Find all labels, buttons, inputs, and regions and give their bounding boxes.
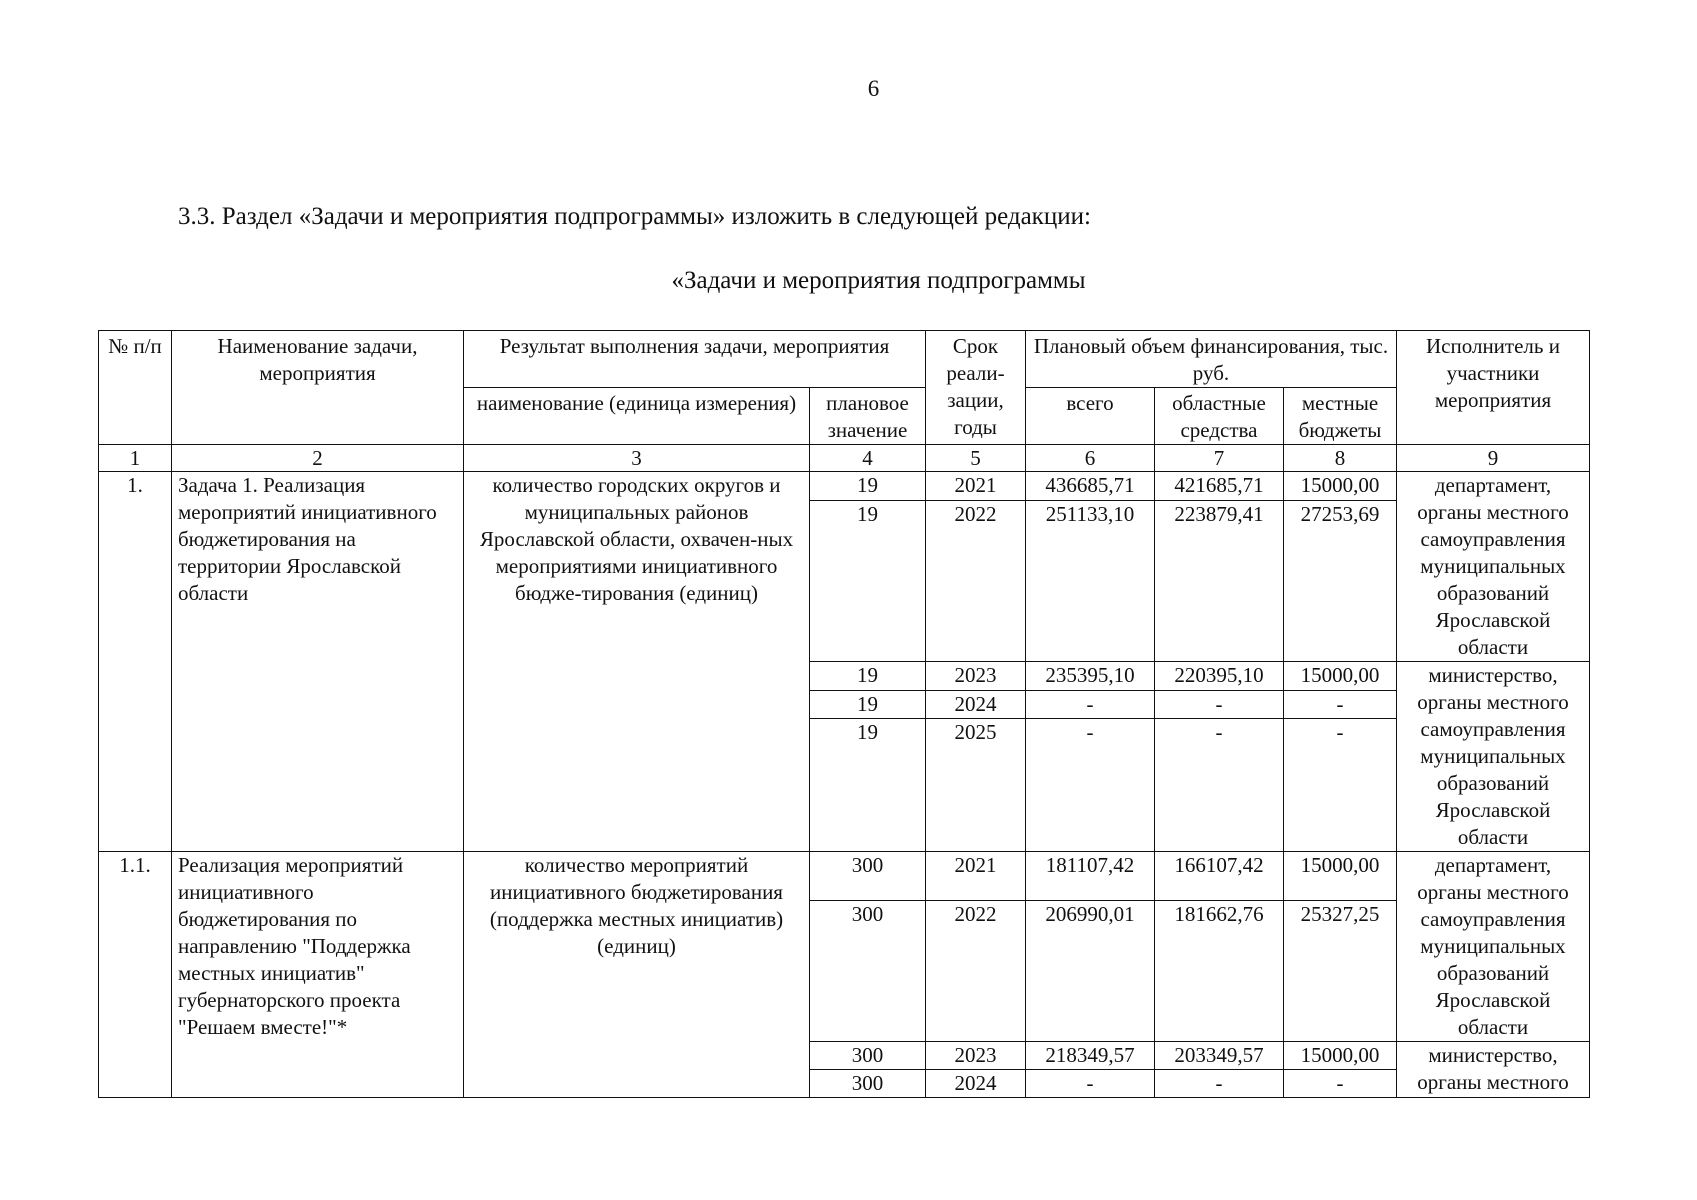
row-year: 2023 — [926, 662, 1026, 691]
row-result-name: количество мероприятий инициативного бюджетирования (поддержка местных инициатив) (единиц) — [464, 852, 810, 1098]
row-local: 25327,25 — [1284, 901, 1397, 1042]
row-planned-value: 19 — [810, 719, 926, 852]
header-local: местные бюджеты — [1284, 388, 1397, 445]
row-name: Задача 1. Реализация мероприятий инициативного бюджетирования на территории Ярославской области — [172, 472, 464, 852]
header-term: Срок реали-зации, годы — [926, 331, 1026, 445]
row-regional: 181662,76 — [1155, 901, 1284, 1042]
row-year: 2022 — [926, 501, 1026, 662]
row-local: - — [1284, 1070, 1397, 1098]
row-total: 218349,57 — [1026, 1042, 1155, 1070]
row-executor: департамент, органы местного самоуправления муниципальных образований Ярославской области — [1397, 472, 1590, 662]
row-total: 206990,01 — [1026, 901, 1155, 1042]
row-local: 15000,00 — [1284, 852, 1397, 901]
header-regional: областные средства — [1155, 388, 1284, 445]
row-local: 27253,69 — [1284, 501, 1397, 662]
row-name: Реализация мероприятий инициативного бюджетирования по направлению "Поддержка местных инициатив" губернаторского проекта "Решаем вместе!"* — [172, 852, 464, 1098]
column-number: 4 — [810, 445, 926, 472]
row-local: 15000,00 — [1284, 472, 1397, 501]
row-planned-value: 300 — [810, 852, 926, 901]
header-executor: Исполнитель и участники мероприятия — [1397, 331, 1590, 445]
row-year: 2021 — [926, 472, 1026, 501]
row-planned-value: 19 — [810, 472, 926, 501]
row-result-name: количество городских округов и муниципальных районов Ярославской области, охвачен-ных мероприятиями инициативного бюдже-тирования (единиц) — [464, 472, 810, 852]
page-number: 6 — [867, 76, 880, 101]
table-row — [99, 852, 1590, 901]
column-number: 2 — [172, 445, 464, 472]
row-regional: 203349,57 — [1155, 1042, 1284, 1070]
column-number: 8 — [1284, 445, 1397, 472]
row-executor: департамент, органы местного самоуправления муниципальных образований Ярославской области — [1397, 852, 1590, 1042]
header-result-name: наименование (единица измерения) — [464, 388, 810, 445]
header-total: всего — [1026, 388, 1155, 445]
row-local: 15000,00 — [1284, 1042, 1397, 1070]
tasks-table — [98, 330, 1590, 1098]
header-result: Результат выполнения задачи, мероприятия — [464, 331, 926, 388]
row-total: - — [1026, 690, 1155, 719]
row-num: 1.1. — [99, 852, 172, 1098]
row-regional: - — [1155, 719, 1284, 852]
column-number: 1 — [99, 445, 172, 472]
row-year: 2022 — [926, 901, 1026, 1042]
row-year: 2023 — [926, 1042, 1026, 1070]
table-title: «Задачи и мероприятия подпрограммы — [671, 267, 1086, 294]
header-num: № п/п — [99, 331, 172, 445]
row-planned-value: 19 — [810, 690, 926, 719]
row-total: 235395,10 — [1026, 662, 1155, 691]
row-planned-value: 300 — [810, 1070, 926, 1098]
row-total: - — [1026, 1070, 1155, 1098]
row-local: - — [1284, 690, 1397, 719]
row-executor: министерство, органы местного — [1397, 1042, 1590, 1098]
column-number: 9 — [1397, 445, 1590, 472]
row-planned-value: 300 — [810, 901, 926, 1042]
row-local: - — [1284, 719, 1397, 852]
row-year: 2025 — [926, 719, 1026, 852]
row-total: 436685,71 — [1026, 472, 1155, 501]
row-regional: 166107,42 — [1155, 852, 1284, 901]
row-planned-value: 19 — [810, 501, 926, 662]
column-number: 7 — [1155, 445, 1284, 472]
row-local: 15000,00 — [1284, 662, 1397, 691]
row-regional: - — [1155, 1070, 1284, 1098]
header-name: Наименование задачи, мероприятия — [172, 331, 464, 445]
column-number: 3 — [464, 445, 810, 472]
row-planned-value: 300 — [810, 1042, 926, 1070]
row-total: 251133,10 — [1026, 501, 1155, 662]
header-planned-value: плановое значение — [810, 388, 926, 445]
row-year: 2024 — [926, 1070, 1026, 1098]
table-row — [99, 472, 1590, 501]
column-number: 6 — [1026, 445, 1155, 472]
row-year: 2024 — [926, 690, 1026, 719]
row-executor: министерство, органы местного самоуправления муниципальных образований Ярославской области — [1397, 662, 1590, 852]
header-finance: Плановый объем финансирования, тыс. руб. — [1026, 331, 1397, 388]
row-regional: 421685,71 — [1155, 472, 1284, 501]
row-planned-value: 19 — [810, 662, 926, 691]
row-num: 1. — [99, 472, 172, 852]
row-total: - — [1026, 719, 1155, 852]
row-year: 2021 — [926, 852, 1026, 901]
intro-text: 3.3. Раздел «Задачи и мероприятия подпрограммы» изложить в следующей редакции: — [178, 203, 1091, 230]
row-regional: 220395,10 — [1155, 662, 1284, 691]
row-total: 181107,42 — [1026, 852, 1155, 901]
row-regional: 223879,41 — [1155, 501, 1284, 662]
column-number: 5 — [926, 445, 1026, 472]
row-regional: - — [1155, 690, 1284, 719]
